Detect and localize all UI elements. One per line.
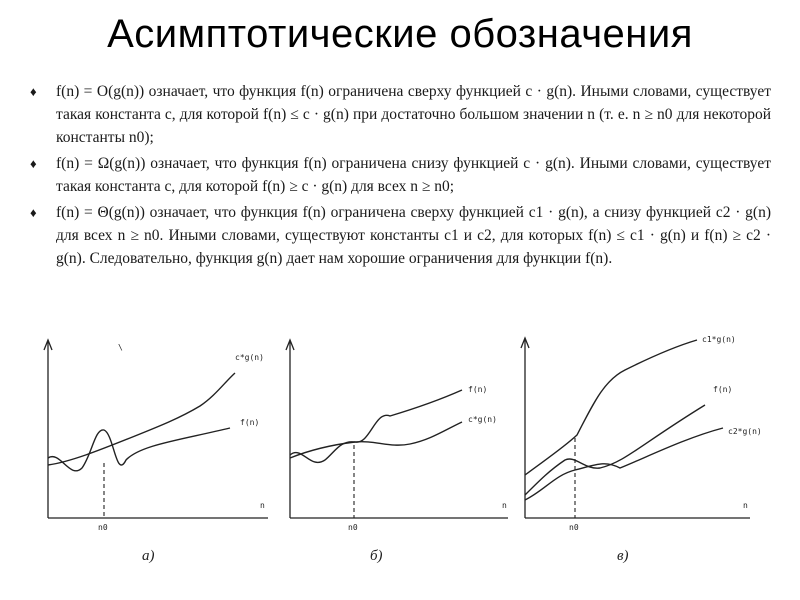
c1g-label: c1*g(n) [702, 335, 736, 344]
f-label: f(n) [713, 385, 733, 394]
figure-big-omega [270, 330, 510, 575]
figure-caption: а) [142, 548, 155, 564]
definition-text: f(n) = Θ(g(n)) означает, что функция f(n) ограничена сверху функцией c1 · g(n), а снизу функцией c2 · g(n) для всех n ≥ n0. Иными словами, существуют константы c1 и c2, для которых f(n) ≤ c1 · g(n) и f(n) ≥ c2 · g(n). Следовательно, функция g(n) дает нам хорошие ограничения для функции f(n). [56, 204, 771, 267]
diamond-bullet-icon: ♦ [30, 84, 37, 99]
n0-label: n0 [98, 523, 108, 532]
n0-label: n0 [569, 523, 579, 532]
cg-curve [290, 422, 462, 458]
c2g-curve [525, 428, 723, 500]
f-curve [290, 390, 462, 462]
diamond-bullet-icon: ♦ [30, 205, 37, 220]
definition-big-theta [26, 201, 771, 270]
f-label: f(n) [468, 385, 488, 394]
cg-label: c*g(n) [235, 353, 264, 362]
n-axis-label: n [260, 501, 265, 510]
figure-big-o [30, 330, 270, 575]
definition-big-o [26, 80, 771, 149]
definition-big-omega [26, 152, 771, 198]
figure-big-theta [505, 330, 775, 575]
figure-caption: в) [617, 548, 629, 564]
cg-label: c*g(n) [468, 415, 497, 424]
definition-text: f(n) = O(g(n)) означает, что функция f(n) ограничена сверху функцией c · g(n). Иными словами, существует такая константа c, для которой f(n) ≤ c · g(n) при достаточно большом значении n (т. е. n ≥ n0 для некоторой константы n0); [56, 83, 771, 146]
definition-list [26, 80, 771, 273]
n-axis-label: n [743, 501, 748, 510]
cg-curve [48, 373, 235, 465]
diamond-bullet-icon: ♦ [30, 156, 37, 171]
n0-label: n0 [348, 523, 358, 532]
figure-caption: б) [370, 548, 383, 564]
tick-mark: \ [118, 343, 123, 352]
page-title: Асимптотические обозначения [107, 12, 693, 56]
c1g-curve [525, 340, 697, 475]
c2g-label: c2*g(n) [728, 427, 762, 436]
f-label: f(n) [240, 418, 260, 427]
definition-text: f(n) = Ω(g(n)) означает, что функция f(n) ограничена снизу функцией c · g(n). Иными словами, существует такая константа c, для которой f(n) ≥ c · g(n) для всех n ≥ n0; [56, 155, 771, 195]
n-axis-label: n [502, 501, 507, 510]
